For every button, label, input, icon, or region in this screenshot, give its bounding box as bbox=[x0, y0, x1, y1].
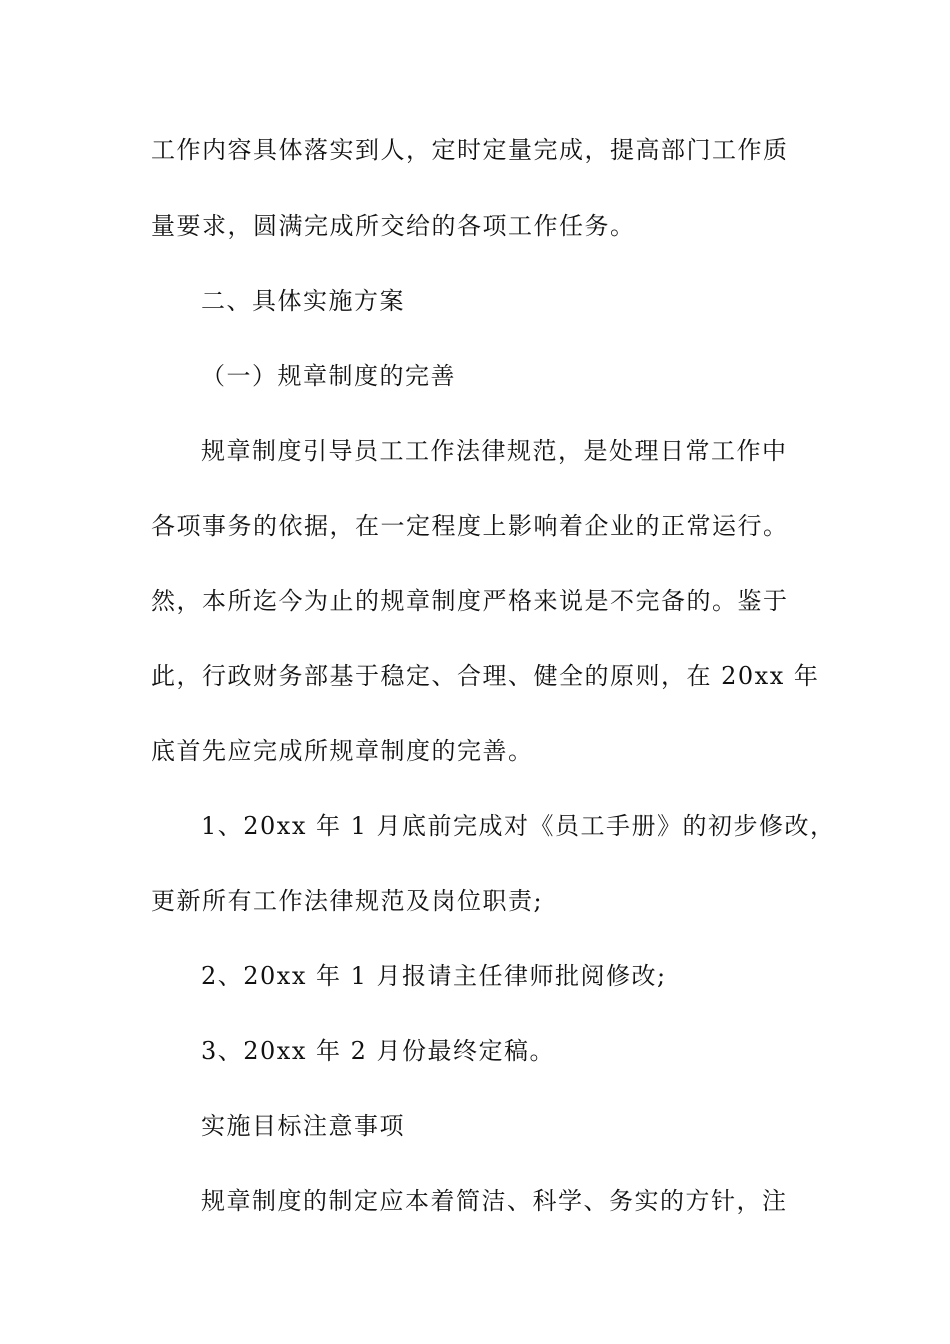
paragraph-line-15: 规章制度的制定应本着简洁、科学、务实的方针，注 bbox=[201, 1187, 788, 1215]
list-item-1-continuation: 更新所有工作法律规范及岗位职责; bbox=[151, 887, 544, 915]
paragraph-line-1: 工作内容具体落实到人，定时定量完成，提高部门工作质 bbox=[151, 136, 789, 164]
paragraph-line-7: 然，本所迄今为止的规章制度严格来说是不完备的。鉴于 bbox=[151, 587, 789, 615]
paragraph-line-9: 底首先应完成所规章制度的完善。 bbox=[151, 737, 534, 765]
section-heading: 二、具体实施方案 bbox=[201, 287, 405, 315]
notes-heading: 实施目标注意事项 bbox=[201, 1112, 405, 1140]
list-item-2: 2、20xx 年 1 月报请主任律师批阅修改; bbox=[201, 962, 667, 990]
paragraph-line-6: 各项事务的依据，在一定程度上影响着企业的正常运行。 bbox=[151, 512, 789, 540]
list-item-1: 1、20xx 年 1 月底前完成对《员工手册》的初步修改， bbox=[201, 812, 836, 840]
paragraph-line-5: 规章制度引导员工工作法律规范，是处理日常工作中 bbox=[201, 437, 788, 465]
paragraph-line-2: 量要求，圆满完成所交给的各项工作任务。 bbox=[151, 212, 636, 240]
subsection-heading: （一）规章制度的完善 bbox=[201, 362, 456, 390]
paragraph-line-8: 此，行政财务部基于稳定、合理、健全的原则，在 20xx 年 bbox=[151, 662, 820, 690]
list-item-3: 3、20xx 年 2 月份最终定稿。 bbox=[201, 1037, 556, 1065]
